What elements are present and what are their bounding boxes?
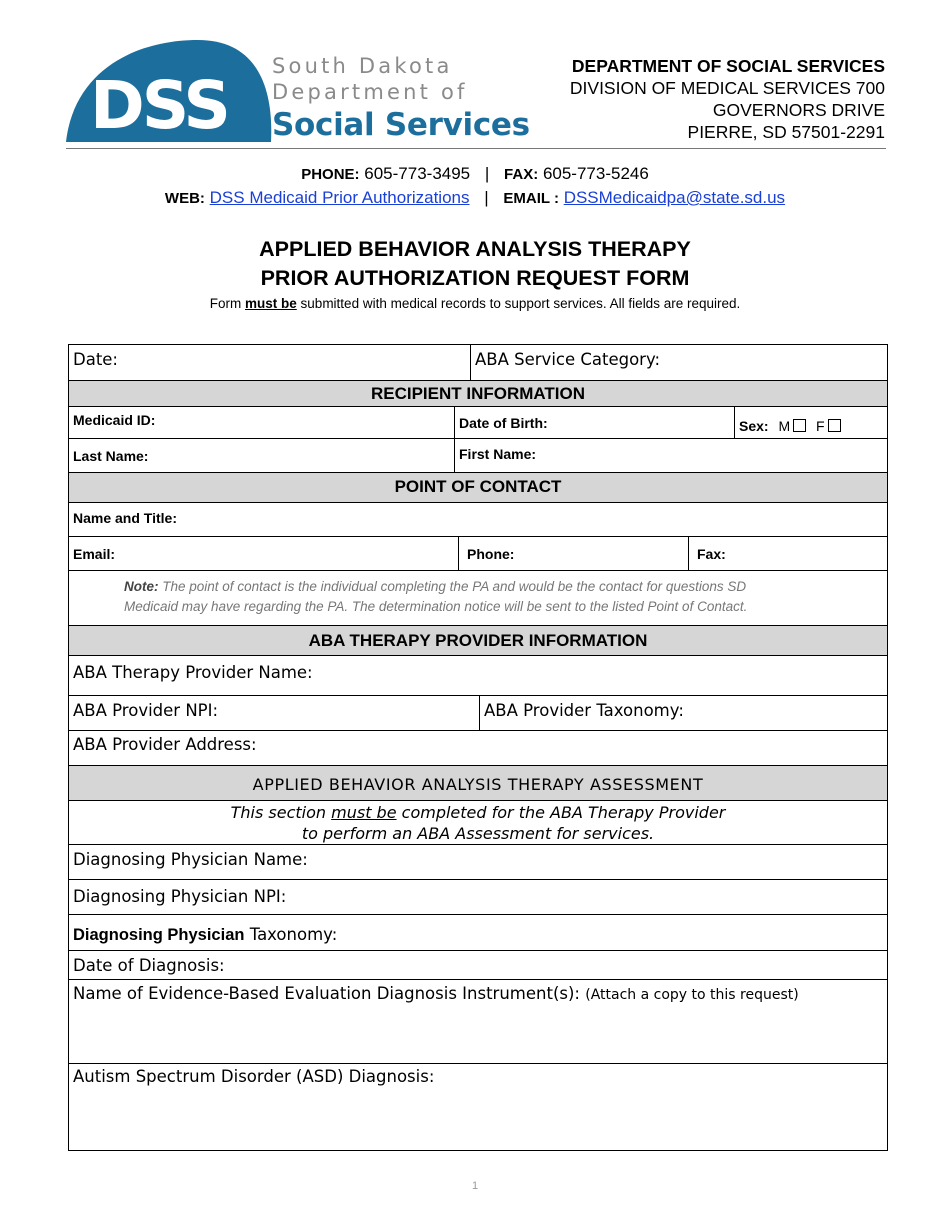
recipient-info-title: RECIPIENT INFORMATION — [370, 384, 586, 403]
point-of-contact-header — [69, 473, 887, 503]
row-physician-taxonomy — [69, 915, 887, 951]
physician-name-label: Diagnosing Physician Name: — [73, 850, 308, 869]
medicaid-id-label: Medicaid ID: — [73, 412, 156, 428]
date-field[interactable] — [69, 345, 470, 380]
logo-wordmark — [272, 53, 530, 143]
fax-label: FAX: — [504, 166, 539, 183]
row-physician-npi — [69, 880, 887, 915]
dob-label: Date of Birth: — [459, 415, 548, 431]
fax-number: 605-773-5246 — [542, 164, 649, 183]
email-field-label: Email: — [73, 546, 116, 562]
note-label: Note: — [124, 579, 159, 594]
point-of-contact-title: POINT OF CONTACT — [394, 477, 562, 496]
address-line-3: PIERRE, SD 57501-2291 — [687, 122, 885, 142]
phone-number: 605-773-3495 — [364, 164, 471, 183]
form-instructions — [0, 296, 950, 311]
assess-l2: to perform an ABA Assessment for services. — [301, 824, 655, 843]
diagnosis-date-label: Date of Diagnosis: — [73, 956, 225, 975]
phone-field[interactable] — [458, 537, 688, 570]
physician-taxonomy-field[interactable] — [69, 915, 887, 950]
provider-address-label: ABA Provider Address: — [73, 735, 257, 754]
row-contact-note — [69, 571, 887, 626]
row-medicaid-dob-sex — [69, 407, 887, 439]
instructions-emphasis: must be — [245, 296, 297, 311]
contact-note — [69, 571, 887, 617]
sex-label: Sex: — [739, 418, 769, 434]
physician-npi-label: Diagnosing Physician NPI: — [73, 887, 287, 906]
recipient-info-header — [69, 381, 887, 407]
department-name: DEPARTMENT OF SOCIAL SERVICES — [571, 56, 885, 76]
first-name-label: First Name: — [459, 446, 537, 462]
row-physician-name — [69, 845, 887, 880]
address-line-1: DIVISION OF MEDICAL SERVICES 700 — [569, 78, 885, 98]
contact-web-email — [0, 188, 950, 208]
phone-field-label: Phone: — [467, 546, 515, 562]
physician-npi-field[interactable] — [69, 880, 887, 914]
evaluation-instrument-field[interactable] — [69, 980, 887, 1063]
provider-name-field[interactable] — [69, 656, 887, 695]
department-address — [570, 55, 885, 143]
provider-npi-label: ABA Provider NPI: — [73, 701, 219, 720]
provider-taxonomy-label: ABA Provider Taxonomy: — [484, 701, 684, 720]
row-email-phone-fax — [69, 537, 887, 571]
evaluation-instrument-label: Name of Evidence-Based Evaluation Diagnosis Instrument(s): — [73, 984, 580, 1003]
logo-line-state: South Dakota — [272, 54, 453, 78]
last-name-label: Last Name: — [73, 448, 149, 464]
email-field[interactable] — [69, 537, 458, 570]
row-date-category — [69, 345, 887, 381]
phone-label: PHONE: — [301, 166, 360, 183]
logo-line-department: Department of — [272, 80, 468, 104]
provider-address-field[interactable] — [69, 731, 887, 765]
fax-field[interactable] — [688, 537, 887, 570]
physician-name-field[interactable] — [69, 845, 887, 879]
note-line-2: Medicaid may have regarding the PA. The determination notice will be sent to the listed Point of Contact. — [124, 599, 748, 614]
web-label: WEB: — [164, 190, 205, 207]
medicaid-id-field[interactable] — [69, 407, 454, 438]
sex-f-checkbox[interactable] — [828, 419, 841, 432]
evaluation-instrument-note: (Attach a copy to this request) — [585, 987, 799, 1003]
contact-phone-fax — [0, 164, 950, 184]
row-evaluation-instrument — [69, 980, 887, 1064]
physician-taxonomy-label: Taxonomy: — [249, 925, 338, 944]
instructions-before: Form — [209, 296, 242, 311]
assess-l1-before: This section — [230, 803, 327, 822]
row-provider-address — [69, 731, 887, 766]
row-asd-diagnosis — [69, 1064, 887, 1150]
asd-diagnosis-label: Autism Spectrum Disorder (ASD) Diagnosis: — [73, 1067, 435, 1086]
form-title-line-2: PRIOR AUTHORIZATION REQUEST FORM — [260, 266, 690, 290]
provider-name-label: ABA Therapy Provider Name: — [73, 663, 313, 682]
row-names — [69, 439, 887, 473]
sex-field — [734, 407, 887, 438]
sex-f-label: F — [816, 418, 825, 434]
first-name-field[interactable] — [454, 439, 887, 472]
assessment-title: APPLIED BEHAVIOR ANALYSIS THERAPY ASSESSMENT — [252, 775, 704, 794]
contact-divider-2: | — [484, 188, 489, 207]
assessment-instructions — [69, 801, 887, 844]
address-line-2: GOVERNORS DRIVE — [712, 100, 885, 120]
header-divider — [66, 148, 886, 149]
contact-divider: | — [484, 164, 490, 183]
row-assessment-instructions — [69, 801, 887, 845]
instructions-after: submitted with medical records to support services. All fields are required. — [300, 296, 741, 311]
logo-line-social-services: Social Services — [272, 107, 530, 143]
assess-l1-after: completed for the ABA Therapy Provider — [401, 803, 726, 822]
row-name-title — [69, 503, 887, 537]
last-name-field[interactable] — [69, 439, 454, 472]
assess-l1-emphasis: must be — [331, 803, 397, 822]
provider-npi-field[interactable] — [69, 696, 479, 730]
page-number: 1 — [471, 1180, 479, 1192]
row-provider-name — [69, 656, 887, 696]
assessment-header — [69, 766, 887, 801]
sex-m-label: M — [778, 418, 791, 434]
sex-m-checkbox[interactable] — [793, 419, 806, 432]
provider-info-header — [69, 626, 887, 656]
email-link[interactable]: DSSMedicaidpa@state.sd.us — [563, 188, 786, 207]
asd-diagnosis-field[interactable] — [69, 1064, 887, 1150]
form-title-line-1: APPLIED BEHAVIOR ANALYSIS THERAPY — [259, 237, 691, 261]
note-line-1: The point of contact is the individual completing the PA and would be the contact for questions SD — [162, 579, 747, 594]
provider-info-title: ABA THERAPY PROVIDER INFORMATION — [308, 631, 648, 650]
fax-field-label: Fax: — [697, 546, 726, 562]
date-label: Date: — [73, 350, 118, 369]
physician-taxonomy-label-bold: Diagnosing Physician — [73, 926, 245, 944]
dob-field[interactable] — [454, 407, 734, 438]
aba-service-category-label: ABA Service Category: — [475, 350, 661, 369]
provider-taxonomy-field[interactable] — [479, 696, 887, 730]
name-title-label: Name and Title: — [73, 510, 177, 526]
form-title — [0, 235, 950, 293]
logo-mark: DSS — [90, 67, 228, 144]
email-label: EMAIL : — [503, 190, 559, 207]
row-provider-npi-taxonomy — [69, 696, 887, 731]
diagnosis-date-field[interactable] — [69, 951, 887, 979]
authorization-form — [68, 344, 888, 1151]
name-title-field[interactable] — [69, 503, 887, 536]
row-diagnosis-date — [69, 951, 887, 980]
aba-service-category-field[interactable] — [470, 345, 887, 380]
web-link[interactable]: DSS Medicaid Prior Authorizations — [209, 188, 470, 207]
